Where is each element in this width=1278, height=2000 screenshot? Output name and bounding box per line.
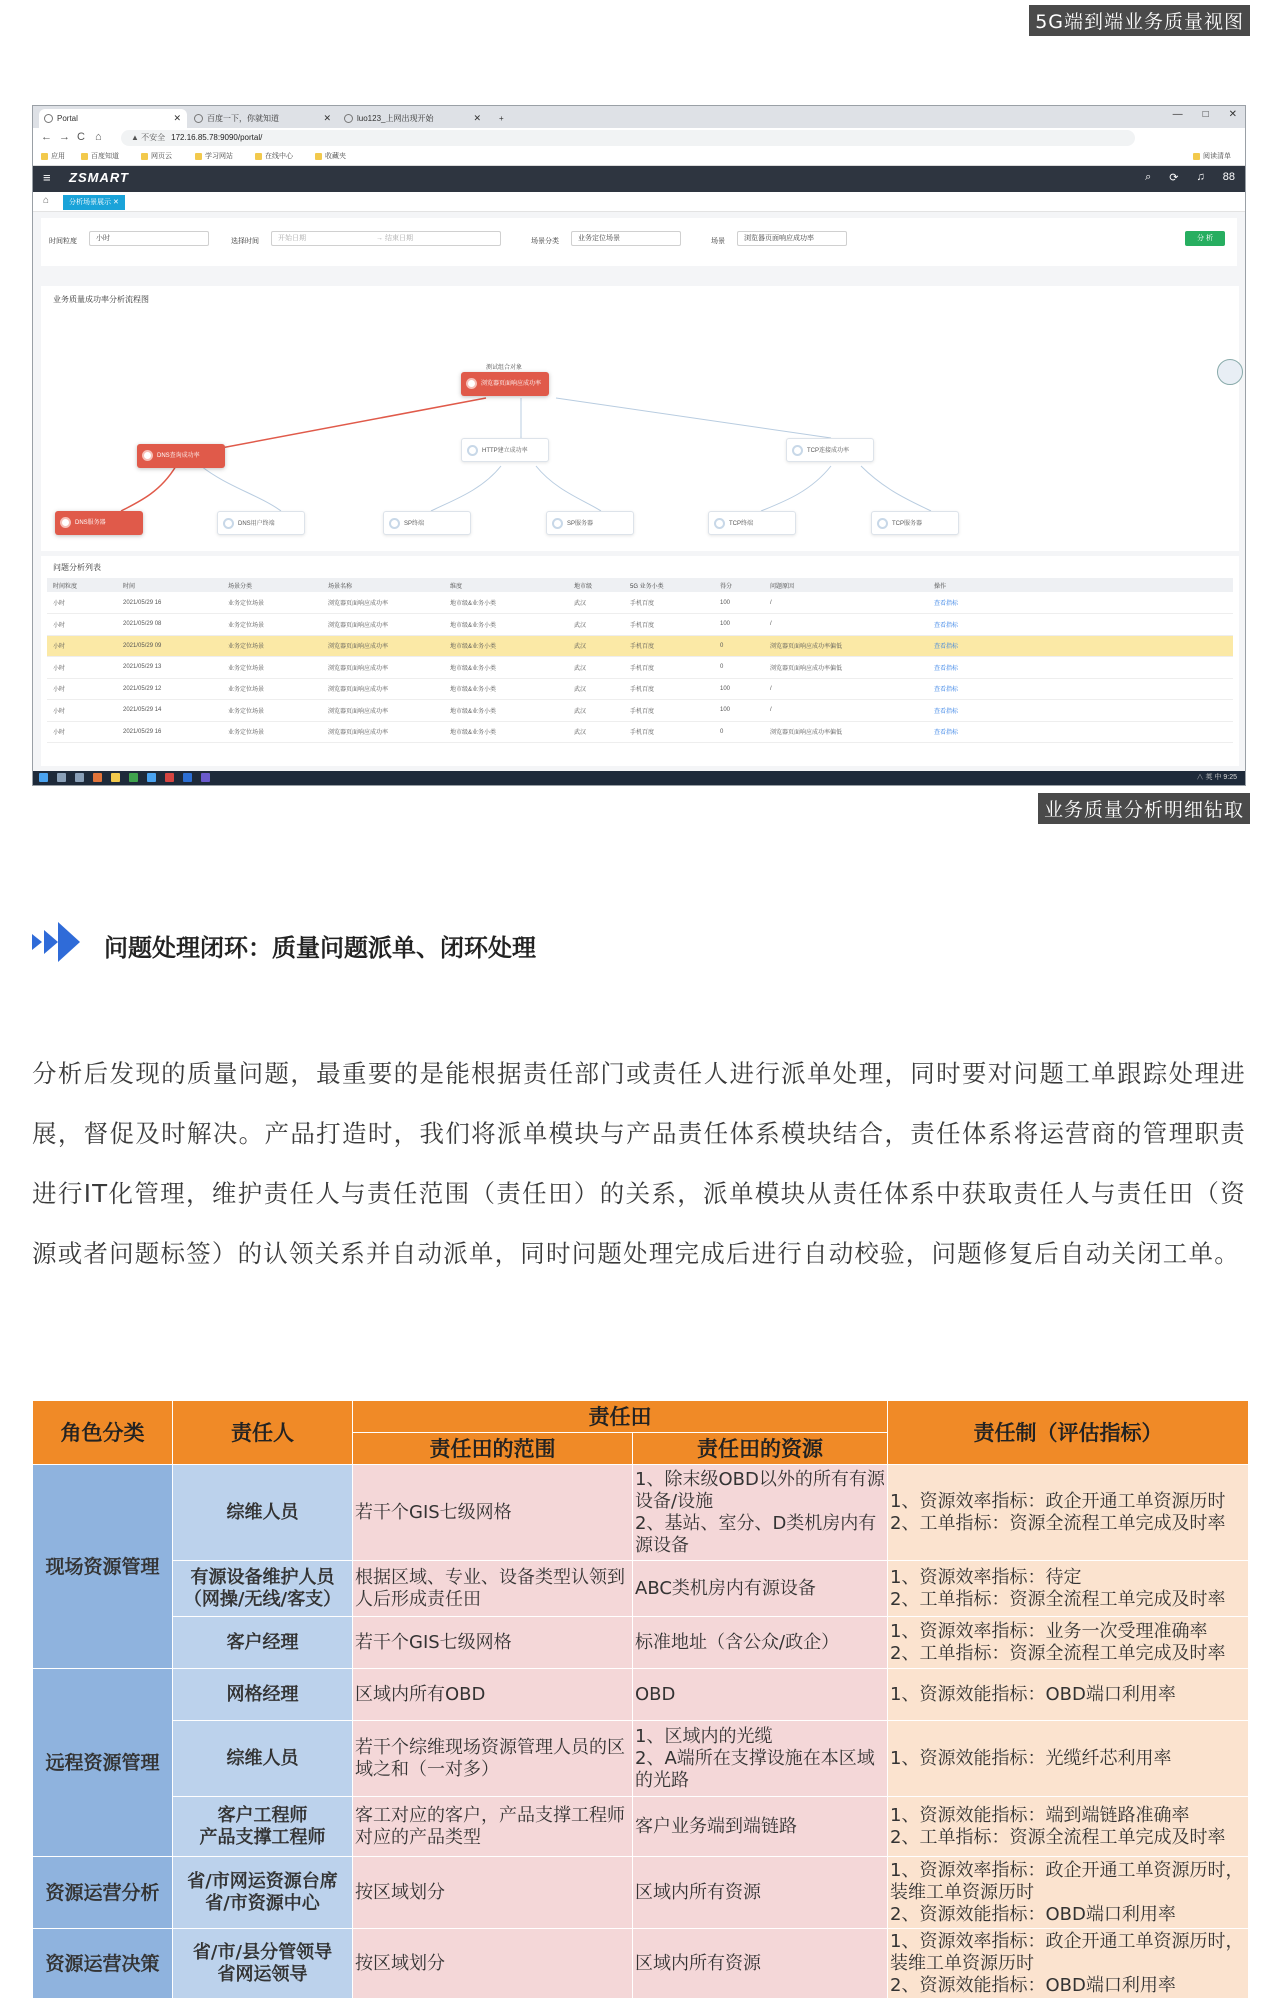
table-cell: 0	[714, 721, 764, 743]
resource-cell: 1、除末级OBD以外的所有有源设备/设施 2、基站、室分、D类机房内有源设备	[633, 1465, 888, 1561]
flow-node-tcp-server[interactable]	[871, 511, 959, 535]
app-icon[interactable]	[201, 773, 210, 782]
header-kpi: 责任制（评估指标）	[888, 1401, 1249, 1465]
scenario-select[interactable]	[571, 231, 681, 246]
person-cell: 综维人员	[173, 1465, 353, 1561]
screenshot-caption: 5G端到端业务质量视图	[1029, 5, 1250, 36]
header-person: 责任人	[173, 1401, 353, 1465]
column-header: 场景名称	[322, 578, 444, 592]
table-cell: 武汉	[568, 614, 624, 636]
person-cell: 有源设备维护人员 （网操/无线/客支）	[173, 1561, 353, 1617]
browser-tab-label: 百度一下，你就知道	[207, 114, 279, 123]
table-cell: 小时	[47, 700, 117, 722]
flow-node-dns-user[interactable]	[217, 511, 305, 535]
bookmark-item[interactable]: 学习网站	[195, 148, 233, 166]
select-value: 浏览器页面响应成功率	[744, 235, 814, 242]
flow-node-tcp-terminal[interactable]	[708, 511, 796, 535]
search-taskbar-icon[interactable]	[57, 773, 66, 782]
reload-icon[interactable]: C	[77, 131, 85, 143]
table-row	[33, 1929, 1249, 1999]
table-cell: 业务定位场景	[222, 657, 322, 679]
filter-bar	[41, 218, 1237, 266]
column-header: 场景分类	[222, 578, 322, 592]
flow-node-root[interactable]	[461, 372, 549, 396]
table-cell: 100	[714, 592, 764, 614]
new-tab-button[interactable]: +	[499, 114, 504, 123]
taskview-icon[interactable]	[75, 773, 84, 782]
filter-label: 场景	[711, 238, 725, 245]
body-paragraph: 分析后发现的质量问题，最重要的是能根据责任部门或责任人进行派单处理，同时要对问题工单跟踪处理进展，督促及时解决。产品打造时，我们将派单模块与产品责任体系模块结合，责任体系将运营商的管理职责进行IT化管理，维护责任人与责任范围（责任田）的关系，派单模块从责任体系中获取责任人与责任田（资源或者问题标签）的认领关系并自动派单，同时问题处理完成后进行自动校验，问题修复后自动关闭工单。	[32, 1059, 1246, 1268]
table-cell: 武汉	[568, 657, 624, 679]
start-icon[interactable]	[39, 773, 48, 782]
person-cell: 省/市网运资源台席 省/市资源中心	[173, 1857, 353, 1929]
resource-cell: 区域内所有资源	[633, 1857, 888, 1929]
scope-cell: 根据区域、专业、设备类型认领到人后形成责任田	[353, 1561, 633, 1617]
node-icon	[792, 445, 803, 456]
node-icon	[552, 518, 563, 529]
table-cell: 手机百度	[624, 678, 714, 700]
address-bar-row	[33, 128, 1245, 148]
table-cell: 浏览器页面响应成功率偏低	[764, 721, 928, 743]
scope-cell: 区域内所有OBD	[353, 1669, 633, 1721]
table-cell: 2021/05/29 14	[117, 700, 222, 722]
person-cell: 网格经理	[173, 1669, 353, 1721]
forward-icon[interactable]: →	[59, 131, 70, 143]
flow-node-tcp[interactable]	[786, 438, 874, 462]
scope-cell: 若干个GIS七级网格	[353, 1617, 633, 1669]
node-label: SP终端	[404, 521, 425, 527]
reading-list[interactable]: 阅读清单	[1193, 148, 1231, 166]
table-cell: 0	[714, 657, 764, 679]
browser-tab-third[interactable]	[339, 109, 487, 128]
assistant-avatar-icon[interactable]	[1217, 359, 1243, 385]
person-cell: 综维人员	[173, 1721, 353, 1797]
role-cell: 远程资源管理	[33, 1669, 173, 1857]
node-icon	[466, 378, 477, 389]
scene-select[interactable]	[737, 231, 847, 246]
column-header: 问题原因	[764, 578, 928, 592]
table-cell: 业务定位场景	[222, 678, 322, 700]
edge-root-dns	[221, 398, 486, 448]
table-cell: 小时	[47, 721, 117, 743]
filter-label: 时间粒度	[49, 238, 77, 245]
resource-cell: 客户业务端到端链路	[633, 1797, 888, 1857]
resource-cell: 1、区域内的光缆 2、A端所在支撑设施在本区域的光路	[633, 1721, 888, 1797]
browser-tab-baidu[interactable]	[189, 109, 337, 128]
table-cell: 手机百度	[624, 657, 714, 679]
node-icon	[467, 445, 478, 456]
node-label: HTTP建立成功率	[482, 448, 528, 454]
kpi-cell: 1、资源效率指标：政企开通工单资源历时，装维工单资源历时 2、资源效能指标：OBD端口利用率	[888, 1857, 1249, 1929]
browser-tab-bar	[33, 106, 1245, 128]
scope-cell: 若干个综维现场资源管理人员的区域之和（一对多）	[353, 1721, 633, 1797]
issue-table	[47, 578, 1233, 743]
flow-node-sp-terminal[interactable]	[383, 511, 471, 535]
table-cell: 小时	[47, 614, 117, 636]
browser-tab-label: Portal	[57, 114, 78, 123]
insecure-badge: ▲ 不安全	[131, 133, 166, 142]
search-icon[interactable]: ⌕	[1145, 171, 1152, 183]
table-cell: 手机百度	[624, 635, 714, 657]
edge-http-spterm	[431, 466, 501, 511]
table-cell: 地市级&业务小类	[444, 700, 568, 722]
resource-cell: ABC类机房内有源设备	[633, 1561, 888, 1617]
table-cell: 手机百度	[624, 614, 714, 636]
bookmark-item[interactable]: 收藏夹	[315, 148, 346, 166]
refresh-icon[interactable]: ⟳	[1169, 172, 1179, 184]
issue-list-panel	[41, 556, 1239, 766]
scope-cell: 按区域划分	[353, 1929, 633, 1999]
resource-cell: OBD	[633, 1669, 888, 1721]
person-cell: 客户经理	[173, 1617, 353, 1669]
close-tab-icon[interactable]: ✕	[173, 113, 181, 123]
table-cell: 业务定位场景	[222, 592, 322, 614]
folder-icon[interactable]	[111, 773, 120, 782]
issue-list-title: 问题分析列表	[53, 563, 101, 572]
range-arrow: →	[376, 235, 383, 242]
page-tabs	[33, 192, 1245, 212]
end-date-placeholder: 结束日期	[384, 235, 413, 242]
kpi-cell: 1、资源效率指标：待定 2、工单指标：资源全流程工单完成及时率	[888, 1561, 1249, 1617]
table-row	[33, 1465, 1249, 1561]
header-field: 责任田	[353, 1401, 888, 1433]
bookmarks-bar	[33, 148, 1245, 166]
table-row	[33, 1721, 1249, 1797]
flow-title: 业务质量成功率分析流程图	[53, 295, 149, 304]
role-cell: 现场资源管理	[33, 1465, 173, 1669]
table-cell: 地市级&业务小类	[444, 657, 568, 679]
view-metrics-link[interactable]: 查看指标	[928, 700, 1233, 722]
baidu-favicon-icon	[194, 114, 203, 123]
table-cell: 2021/05/29 16	[117, 721, 222, 743]
table-cell: 100	[714, 700, 764, 722]
app-icon[interactable]	[129, 773, 138, 782]
notification-icon[interactable]: ♫	[1196, 171, 1205, 183]
scope-cell: 若干个GIS七级网格	[353, 1465, 633, 1561]
edge-root-tcp	[556, 398, 831, 438]
table-cell: 武汉	[568, 700, 624, 722]
close-tab-icon[interactable]: ✕	[473, 113, 481, 123]
apps-icon[interactable]: 88	[1222, 171, 1235, 183]
table-row	[33, 1561, 1249, 1617]
node-icon	[223, 518, 234, 529]
table-cell: 地市级&业务小类	[444, 678, 568, 700]
column-header: 5G 业务小类	[624, 578, 714, 592]
kpi-cell: 1、资源效能指标：端到端链路准确率 2、工单指标：资源全流程工单完成及时率	[888, 1797, 1249, 1857]
select-value: 小时	[96, 235, 110, 242]
edge-http-spserver	[536, 466, 601, 511]
table-row[interactable]	[47, 678, 1233, 700]
flow-chart-panel	[41, 286, 1239, 551]
header-role: 角色分类	[33, 1401, 173, 1465]
table-cell: 0	[714, 635, 764, 657]
app-icon[interactable]	[183, 773, 192, 782]
table-row	[33, 1669, 1249, 1721]
node-icon	[60, 517, 71, 528]
view-metrics-link[interactable]: 查看指标	[928, 635, 1233, 657]
table-cell: 业务定位场景	[222, 721, 322, 743]
table-cell: /	[764, 592, 928, 614]
screenshot-caption: 业务质量分析明细钻取	[1038, 793, 1250, 824]
bookmark-item[interactable]: 百度知道	[81, 148, 119, 166]
table-cell: 浏览器页面响应成功率	[322, 592, 444, 614]
table-cell: /	[764, 700, 928, 722]
url-input[interactable]	[121, 130, 1135, 146]
header-scope: 责任田的范围	[353, 1433, 633, 1465]
browser-tab-portal[interactable]	[39, 109, 187, 128]
table-row[interactable]	[47, 721, 1233, 743]
table-cell: 浏览器页面响应成功率	[322, 657, 444, 679]
windows-taskbar	[33, 771, 1245, 785]
close-tab-icon[interactable]: ✕	[323, 113, 331, 123]
table-cell: 地市级&业务小类	[444, 614, 568, 636]
node-icon	[714, 518, 725, 529]
table-cell: 手机百度	[624, 700, 714, 722]
table-cell: 地市级&业务小类	[444, 721, 568, 743]
role-cell: 资源运营决策	[33, 1929, 173, 1999]
table-cell: /	[764, 614, 928, 636]
chrome-icon[interactable]	[165, 773, 174, 782]
view-metrics-link[interactable]: 查看指标	[928, 614, 1233, 636]
table-cell: 浏览器页面响应成功率偏低	[764, 657, 928, 679]
person-cell: 省/市/县分管领导 省网运领导	[173, 1929, 353, 1999]
window-controls	[1173, 109, 1237, 120]
flow-node-http[interactable]	[461, 438, 549, 462]
view-metrics-link[interactable]: 查看指标	[928, 721, 1233, 743]
table-cell: 武汉	[568, 721, 624, 743]
analyze-button[interactable]: 分 析	[1185, 231, 1225, 246]
table-cell: 地市级&业务小类	[444, 592, 568, 614]
column-header: 时间	[117, 578, 222, 592]
section-title: 问题处理闭环：质量问题派单、闭环处理	[104, 934, 536, 962]
table-cell: 2021/05/29 16	[117, 592, 222, 614]
table-cell: 小时	[47, 635, 117, 657]
portal-favicon-icon	[44, 114, 53, 123]
table-row	[33, 1857, 1249, 1929]
home-tab-icon[interactable]: ⌂	[43, 195, 50, 206]
node-label: DNS服务器	[75, 520, 106, 526]
table-cell: 手机百度	[624, 721, 714, 743]
node-label: TCP终端	[729, 521, 754, 527]
kpi-cell: 1、资源效率指标：政企开通工单资源历时，装维工单资源历时 2、资源效能指标：OBD端口利用率	[888, 1929, 1249, 1999]
table-cell: 2021/05/29 09	[117, 635, 222, 657]
time-granularity-select[interactable]	[89, 231, 209, 246]
responsibility-table	[32, 1400, 1249, 1999]
bookmark-item[interactable]: 应用	[41, 148, 65, 166]
table-cell: 浏览器页面响应成功率	[322, 721, 444, 743]
edge-tcp-tcpserver	[861, 466, 931, 511]
view-metrics-link[interactable]: 查看指标	[928, 592, 1233, 614]
table-cell: 100	[714, 614, 764, 636]
table-cell: 浏览器页面响应成功率	[322, 700, 444, 722]
table-row[interactable]	[47, 657, 1233, 679]
close-window-icon[interactable]: ✕	[1228, 109, 1237, 120]
table-cell: 浏览器页面响应成功率	[322, 614, 444, 636]
table-header-row	[33, 1401, 1249, 1433]
node-label: TCP连接成功率	[807, 448, 850, 454]
table-cell: 地市级&业务小类	[444, 635, 568, 657]
edge-tcp-tcpterm	[761, 466, 831, 511]
node-label: 浏览器页面响应成功率	[481, 381, 542, 387]
select-value: 业务定位场景	[578, 235, 620, 242]
table-cell: 2021/05/29 13	[117, 657, 222, 679]
maximize-icon[interactable]: □	[1202, 109, 1209, 120]
header-resource: 责任田的资源	[633, 1433, 888, 1465]
resource-cell: 标准地址（含公众/政企）	[633, 1617, 888, 1669]
minimize-icon[interactable]: —	[1172, 109, 1183, 120]
filter-label: 场景分类	[531, 238, 559, 245]
taskbar-apps	[39, 773, 210, 782]
column-header: 得分	[714, 578, 764, 592]
browser-tab-label: luo123_上网出现开始	[357, 114, 434, 123]
section-heading	[32, 918, 832, 968]
bookmark-item[interactable]: 在线中心	[255, 148, 293, 166]
table-cell: 武汉	[568, 592, 624, 614]
flow-node-dns-server[interactable]	[55, 511, 143, 535]
app-header	[33, 166, 1245, 192]
taskbar-tray: ∧ 英 中 9:25	[1196, 774, 1237, 781]
table-cell: 业务定位场景	[222, 614, 322, 636]
edge-dns-dnsserver	[121, 466, 176, 511]
node-label: DNS用户终端	[238, 521, 275, 527]
node-label: DNS查询成功率	[157, 453, 200, 459]
table-cell: 浏览器页面响应成功率	[322, 678, 444, 700]
resource-cell: 区域内所有资源	[633, 1929, 888, 1999]
table-row[interactable]	[47, 614, 1233, 636]
table-cell: 浏览器页面响应成功率	[322, 635, 444, 657]
url-text: 172.16.85.78:9090/portal/	[171, 133, 263, 142]
home-icon[interactable]: ⌂	[95, 131, 102, 143]
tab-favicon-icon	[344, 114, 353, 123]
table-cell: 武汉	[568, 635, 624, 657]
table-row[interactable]	[47, 700, 1233, 722]
header-icons	[1145, 171, 1235, 184]
kpi-cell: 1、资源效率指标：业务一次受理准确率 2、工单指标：资源全流程工单完成及时率	[888, 1617, 1249, 1669]
table-cell: 2021/05/29 12	[117, 678, 222, 700]
table-row[interactable]	[47, 592, 1233, 614]
flow-top-label: 测试组合对象	[486, 365, 523, 371]
role-cell: 资源运营分析	[33, 1857, 173, 1929]
column-header: 维度	[444, 578, 568, 592]
filter-label: 选择时间	[231, 238, 259, 245]
kpi-cell: 1、资源效能指标：光缆纤芯利用率	[888, 1721, 1249, 1797]
table-row[interactable]	[47, 635, 1233, 657]
flow-node-sp-server[interactable]	[546, 511, 634, 535]
table-cell: 手机百度	[624, 592, 714, 614]
kpi-cell: 1、资源效率指标：政企开通工单资源历时 2、工单指标：资源全流程工单完成及时率	[888, 1465, 1249, 1561]
table-cell: /	[764, 678, 928, 700]
table-cell: 小时	[47, 657, 117, 679]
back-icon[interactable]: ←	[41, 131, 52, 143]
column-header: 操作	[928, 578, 1233, 592]
table-cell: 业务定位场景	[222, 635, 322, 657]
table-row	[33, 1617, 1249, 1669]
table-cell: 2021/05/29 08	[117, 614, 222, 636]
column-header: 时间粒度	[47, 578, 117, 592]
date-range-input[interactable]	[271, 231, 501, 246]
app-icon[interactable]	[93, 773, 102, 782]
node-icon	[877, 518, 888, 529]
portal-screenshot	[32, 105, 1246, 786]
table-cell: 武汉	[568, 678, 624, 700]
app-icon[interactable]	[147, 773, 156, 782]
menu-icon[interactable]: ≡	[43, 170, 51, 185]
flow-node-dns[interactable]	[137, 444, 225, 468]
scope-cell: 按区域划分	[353, 1857, 633, 1929]
person-cell: 客户工程师 产品支撑工程师	[173, 1797, 353, 1857]
table-cell: 100	[714, 678, 764, 700]
table-cell: 浏览器页面响应成功率偏低	[764, 635, 928, 657]
node-icon	[389, 518, 400, 529]
table-cell: 小时	[47, 678, 117, 700]
node-label: SP服务器	[567, 521, 594, 527]
view-metrics-link[interactable]: 查看指标	[928, 678, 1233, 700]
view-metrics-link[interactable]: 查看指标	[928, 657, 1233, 679]
table-header-row	[47, 578, 1233, 592]
double-chevron-icon	[32, 922, 92, 962]
tab-analysis-scene[interactable]: 分析场景展示 ✕	[63, 195, 125, 210]
node-label: TCP服务器	[892, 521, 923, 527]
table-cell: 小时	[47, 592, 117, 614]
kpi-cell: 1、资源效能指标：OBD端口利用率	[888, 1669, 1249, 1721]
table-row	[33, 1797, 1249, 1857]
app-logo: ZSMART	[69, 170, 129, 185]
edge-dns-dnsuser	[201, 466, 281, 511]
table-cell: 业务定位场景	[222, 700, 322, 722]
bookmark-item[interactable]: 网页云	[141, 148, 172, 166]
scope-cell: 客工对应的客户，产品支撑工程师对应的产品类型	[353, 1797, 633, 1857]
start-date-placeholder: 开始日期	[278, 235, 306, 242]
column-header: 地市级	[568, 578, 624, 592]
node-icon	[142, 450, 153, 461]
